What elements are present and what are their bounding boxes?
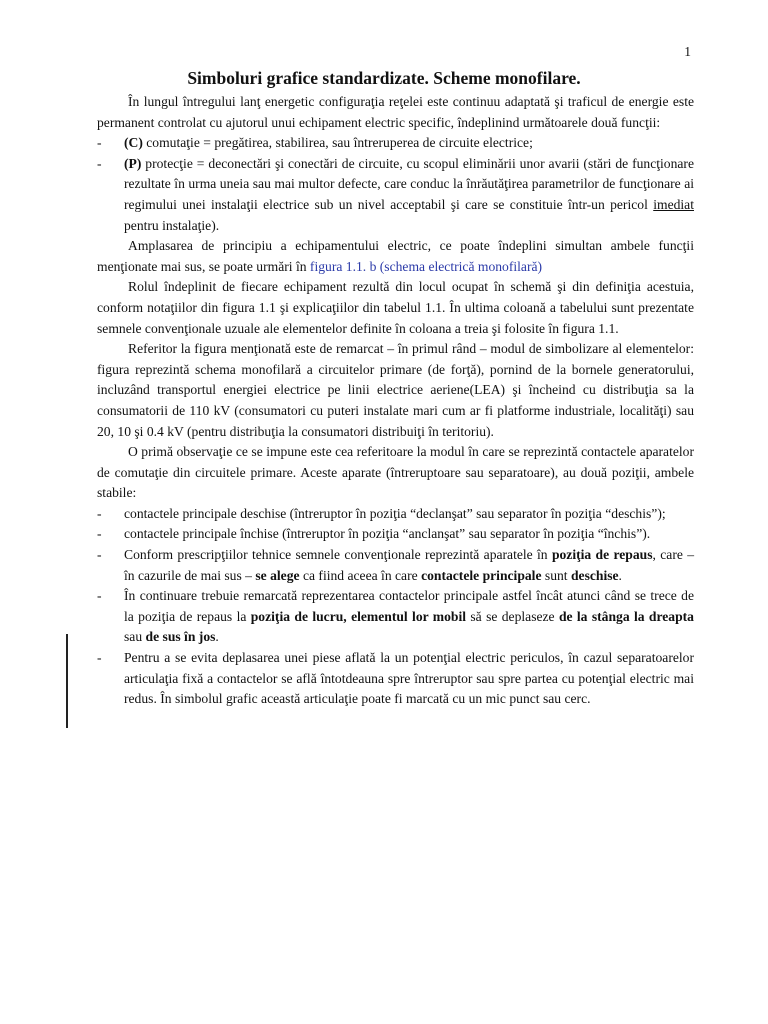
list-item-c — [97, 133, 694, 154]
list-item-p — [97, 154, 694, 236]
list-dash: - — [97, 505, 102, 521]
document-body — [97, 92, 694, 710]
list-item-separators — [97, 648, 694, 710]
list-item-closed-contacts — [97, 524, 694, 545]
list-item-text: contactele principale deschise (întreruptor în poziţia “declanşat” sau separator în poziţia “deschis”); — [124, 505, 666, 521]
underlined-word: imediat — [653, 196, 694, 212]
function-text-p-tail: pentru instalaţie). — [124, 217, 220, 233]
paragraph-role: Rolul îndeplinit de fiecare echipament rezultă din locul ocupat în schemă şi din definiţia acestuia, conform notaţiilor din figura 1.1 şi explicaţiilor din tabelul 1.1. În ultima coloană a tabelului sunt prezentate semnele convenţionale uzuale ale elementelor definite în coloana a treia şi folosite în figura 1.1. — [97, 279, 694, 336]
list-item-rest-position: - Conform prescripţiilor tehnice semnele convenţionale reprezintă aparatele în poziţia de repaus, care – în cazurile de mai sus – se alege ca fiind aceea în care contactele principale sunt deschise. — [97, 547, 695, 583]
paragraph-intro: În lungul întregului lanţ energetic configuraţia reţelei este continuu adaptată şi traficul de energie este permanent controlat cu ajutorul unui echipament electric specific, îndeplinind următoarele două funcţii: — [97, 94, 694, 130]
paragraph-placement-text: Amplasarea de principiu a echipamentului electric, ce poate îndeplini simultan ambele funcţii menţionate mai sus, se poate urmări în — [97, 238, 694, 274]
page-title: Simboluri grafice standardizate. Scheme monofilare. — [187, 68, 581, 88]
function-code-p: (P) — [124, 155, 142, 171]
paragraph-placement — [97, 236, 694, 277]
paragraph-symbolization: Referitor la figura menţionată este de remarcat – în primul rând – modul de simbolizare al elementelor: figura reprezintă schema monofilară a circuitelor primare (de forţă), pornind de la bornele generatorului, incluzând transportul energiei electrice pe linii electrice aeriene(LEA) şi încheind cu distribuţia sa la consumatorii de 110 kV (consumatori cu puteri instalate mari cum ar fi platforme industriale, localităţi) sau 20, 10 şi 0.4 kV (pentru distribuţia la consumatori distribuiţi în teritoriu). — [97, 341, 694, 439]
list-item-open-contacts — [97, 504, 694, 525]
paragraph-observation: O primă observaţie ce se impune este cea referitoare la modul în care se reprezintă contactele aparatelor de comutaţie din circuitele primare. Aceste aparate (întreruptoare sau separatoare), au două poziţii, ambele stabile: — [97, 444, 694, 501]
list-dash: - — [97, 547, 102, 563]
revision-bar — [66, 634, 68, 728]
page-number: 1 — [684, 44, 691, 59]
figure-link[interactable]: figura 1.1. b (schema electrică monofilară) — [309, 258, 543, 274]
list-item-text: Pentru a se evita deplasarea unei piese aflată la un potenţial electric periculos, în cazul separatoarelor articulaţia fixă a contactelor se află întotdeauna spre întreruptor sau spre partea cu potenţial electric mai redus. În simbolul grafic această articulaţie poate fi marcată cu un mic punct sau cerc. — [124, 650, 694, 707]
list-item-work-position: - În continuare trebuie remarcată reprezentarea contactelor principale astfel încât atunci când se trece de la poziţia de repaus la poziţia de lucru, elementul lor mobil să se deplaseze de la stânga la dreapta sau de sus în jos. — [97, 588, 694, 645]
function-code-c: (C) — [124, 135, 143, 151]
list-dash: - — [97, 650, 102, 666]
function-text-p: protecţie = deconectări şi conectări de circuite, cu scopul eliminării unor avarii (stări de funcţionare rezultate în urma uneia sau mai multor defecte, care conduc la înrăutăţirea parametrilor de funcţionare ai regimului unei instalaţii electrice sub un nivel acceptabil şi care se constituie într-un pericol — [124, 155, 694, 212]
list-dash: - — [97, 588, 102, 604]
list-item-text: contactele principale închise (întreruptor în poziţia “anclanşat” sau separator în poziţia “închis”). — [124, 526, 651, 542]
function-text-c: comutaţie = pregătirea, stabilirea, sau întreruperea de circuite electrice; — [142, 135, 533, 151]
list-dash: - — [97, 135, 102, 151]
list-dash: - — [97, 155, 102, 171]
list-dash: - — [97, 526, 102, 542]
